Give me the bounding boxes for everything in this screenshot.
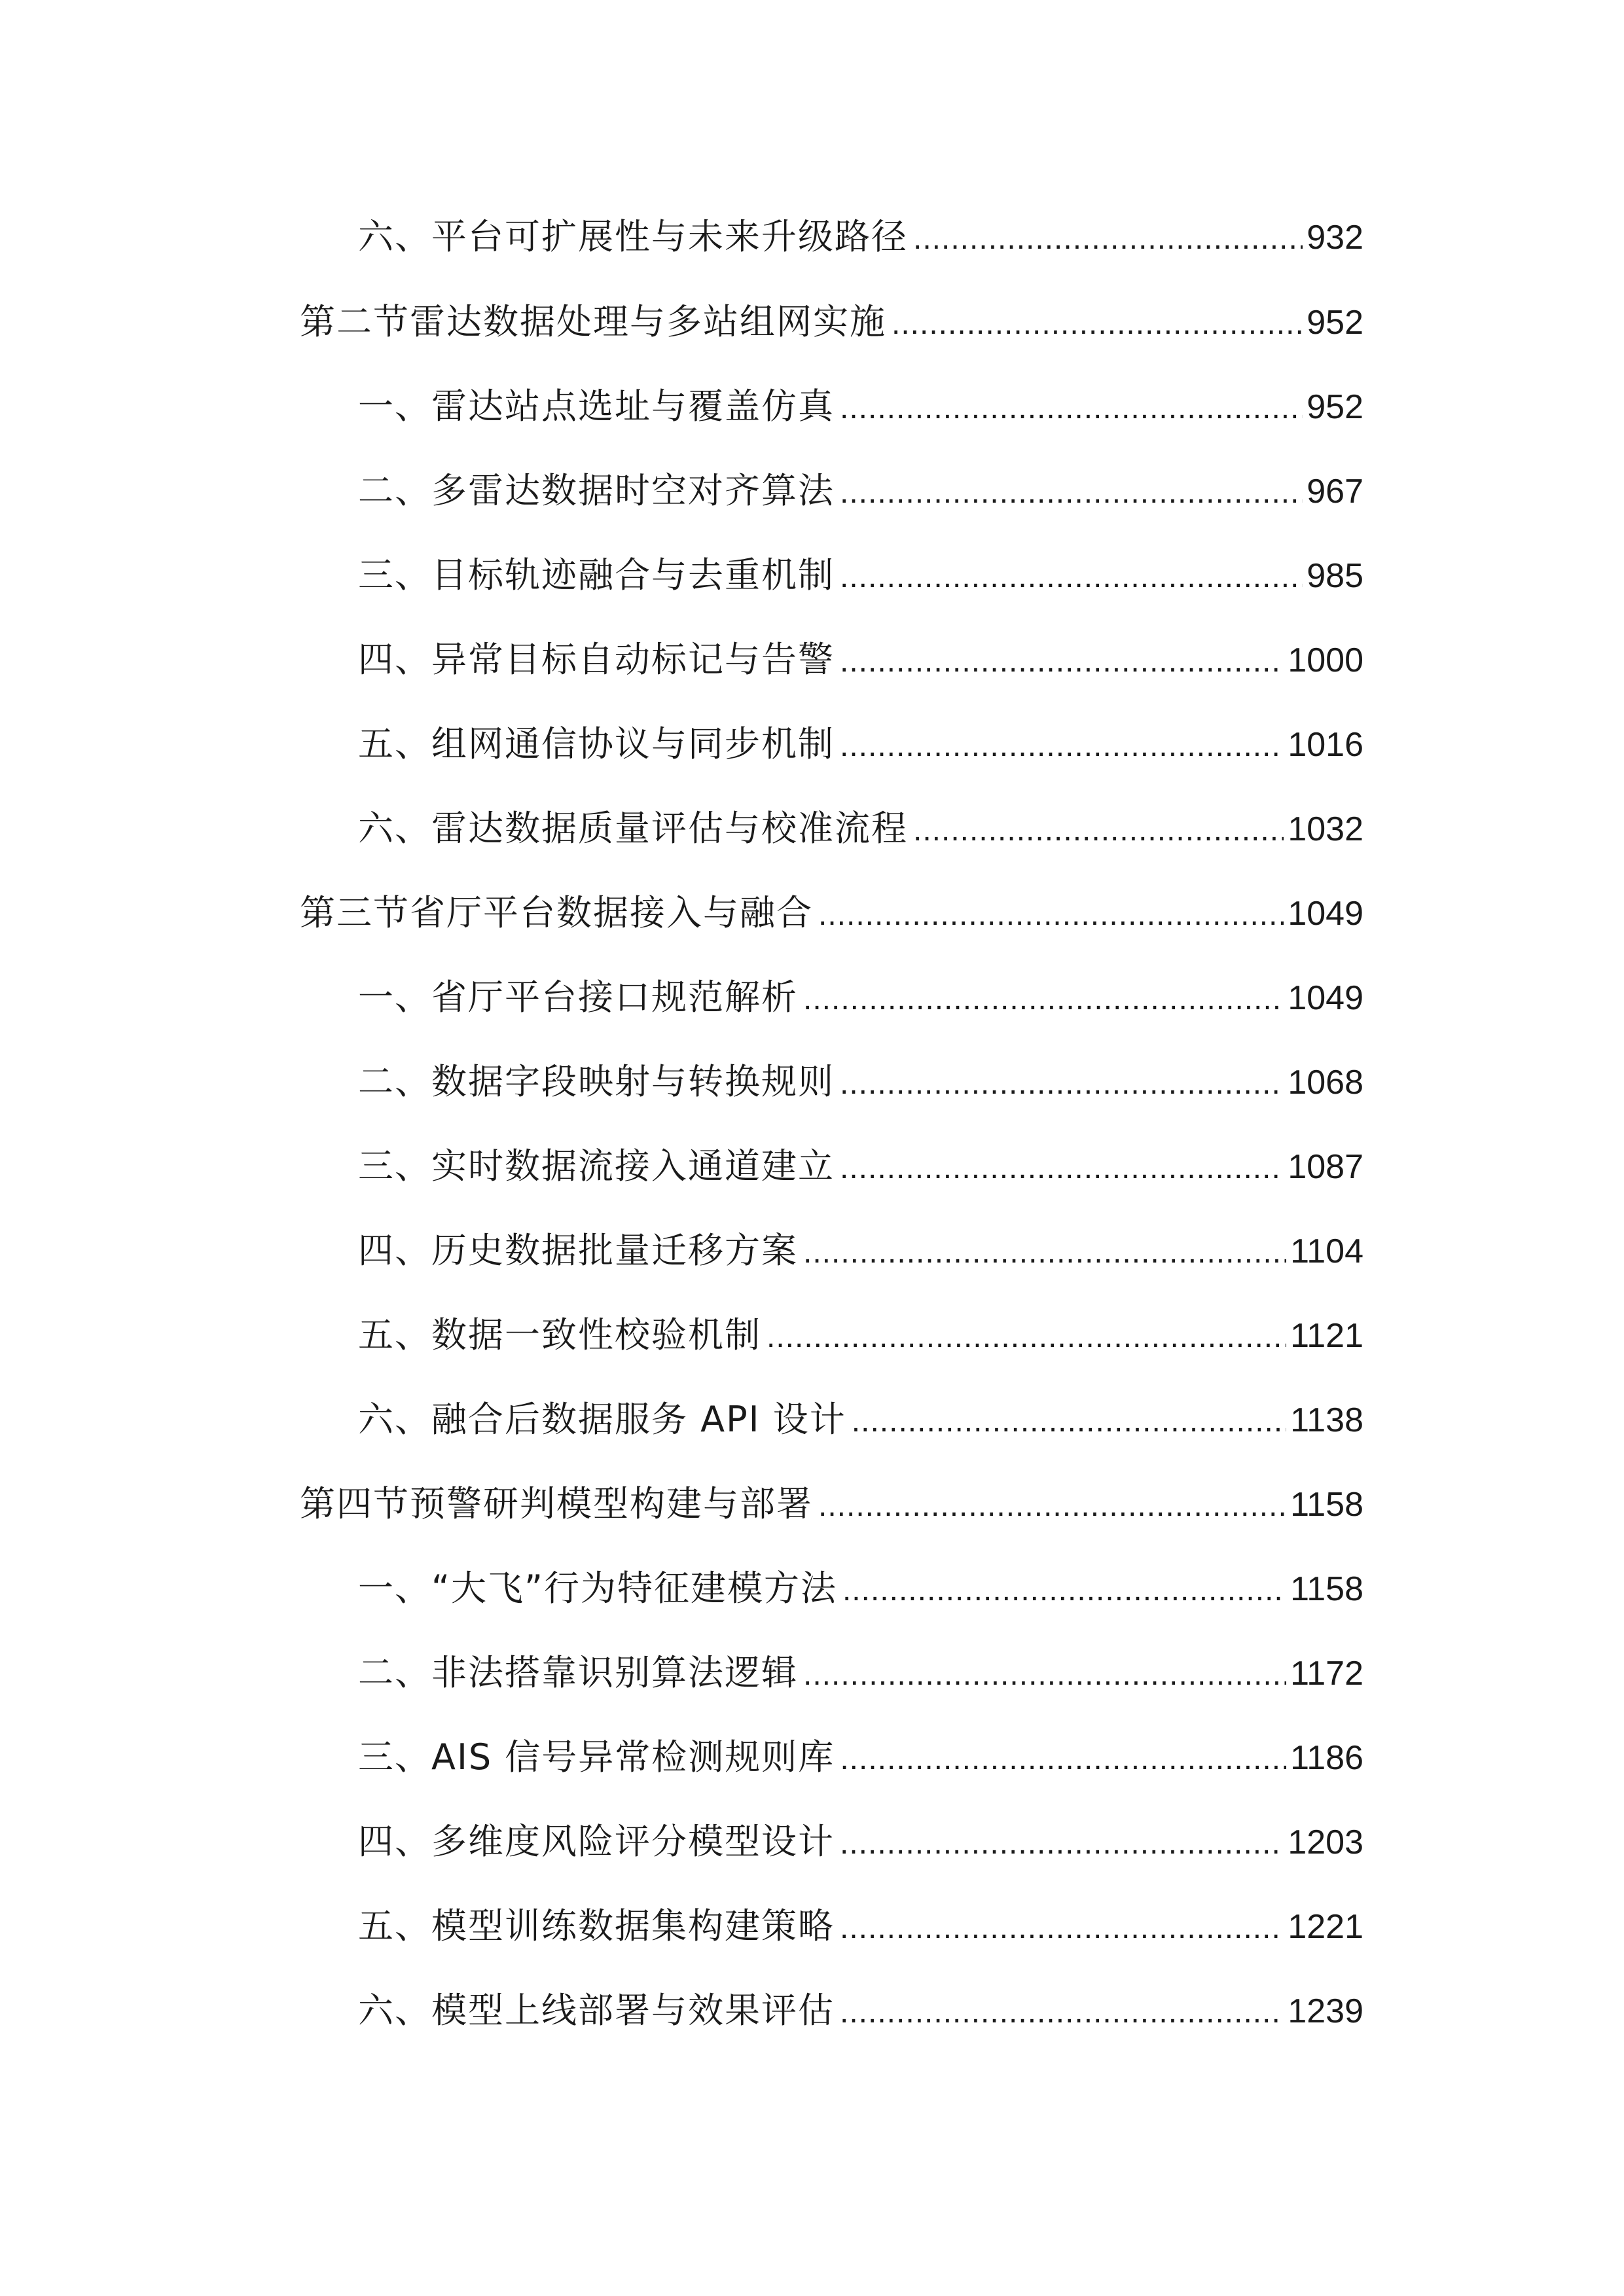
toc-page-number: 1203 (1288, 1823, 1363, 1861)
toc-entry[interactable] (358, 802, 1363, 855)
toc-section-entry[interactable] (300, 1478, 1363, 1530)
toc-page-number: 1049 (1288, 895, 1363, 933)
toc-entry-title: 五、组网通信协议与同步机制 (358, 723, 835, 764)
dot-leader (913, 213, 1303, 265)
toc-page-number: 1032 (1288, 810, 1363, 848)
toc-entry[interactable] (358, 1140, 1363, 1193)
dot-leader (803, 1649, 1286, 1701)
dot-leader (840, 382, 1303, 435)
toc-page-number: 1087 (1288, 1148, 1363, 1186)
dot-leader (892, 298, 1303, 350)
toc-page-number: 1104 (1290, 1232, 1363, 1270)
dot-leader (767, 1311, 1286, 1363)
dot-leader (803, 973, 1284, 1026)
toc-entry-title: 一、“大飞”行为特征建模方法 (358, 1568, 837, 1609)
dot-leader (803, 1227, 1286, 1279)
toc-page-number: 1158 (1290, 1486, 1363, 1524)
toc-entry[interactable] (358, 1225, 1363, 1277)
toc-entry[interactable] (358, 1731, 1363, 1784)
toc-entry[interactable] (358, 549, 1363, 601)
toc-page-number: 952 (1307, 388, 1363, 426)
toc-page-number: 1068 (1288, 1064, 1363, 1102)
dot-leader (818, 889, 1284, 941)
toc-page-number: 1049 (1288, 979, 1363, 1017)
toc-page-number: 967 (1307, 473, 1363, 511)
dot-leader (840, 551, 1303, 603)
toc-page-number: 1221 (1288, 1908, 1363, 1946)
dot-leader (840, 1818, 1284, 1870)
toc-page-number: 1016 (1288, 726, 1363, 764)
toc-entry[interactable] (358, 1984, 1363, 2037)
toc-page-number: 1172 (1290, 1655, 1363, 1693)
toc-entry[interactable] (358, 1816, 1363, 1868)
toc-entry-title: 二、非法搭靠识别算法逻辑 (358, 1652, 798, 1693)
toc-entry[interactable] (358, 1647, 1363, 1699)
toc-entry-title: 六、模型上线部署与效果评估 (358, 1990, 835, 2031)
dot-leader (818, 1480, 1286, 1532)
toc-entry[interactable] (358, 380, 1363, 433)
dot-leader (840, 1733, 1286, 1785)
toc-entry[interactable] (358, 1900, 1363, 1952)
toc-entry-title: 三、目标轨迹融合与去重机制 (358, 554, 835, 596)
toc-page-number: 932 (1307, 219, 1363, 257)
toc-entry[interactable] (358, 1562, 1363, 1615)
toc-page-number: 952 (1307, 304, 1363, 342)
toc-page-number: 1000 (1288, 641, 1363, 679)
dot-leader (840, 1986, 1284, 2039)
toc-entry[interactable] (358, 211, 1363, 263)
toc-page-number: 1158 (1290, 1570, 1363, 1608)
toc-entry-title: 六、融合后数据服务 API 设计 (358, 1399, 846, 1440)
toc-entry-title: 一、省厅平台接口规范解析 (358, 977, 798, 1018)
toc-page-number: 1239 (1288, 1992, 1363, 2030)
toc-entry-title: 四、异常目标自动标记与告警 (358, 639, 835, 680)
toc-entry-title: 第四节预警研判模型构建与部署 (300, 1483, 813, 1524)
toc-page-number: 985 (1307, 557, 1363, 595)
toc-section-entry[interactable] (300, 296, 1363, 348)
toc-entry[interactable] (358, 1309, 1363, 1361)
dot-leader (852, 1395, 1286, 1448)
toc-entry-title: 五、模型训练数据集构建策略 (358, 1905, 835, 1946)
toc-entry[interactable] (358, 1393, 1363, 1446)
toc-entry-title: 三、AIS 信号异常检测规则库 (358, 1736, 835, 1778)
toc-section-entry[interactable] (300, 887, 1363, 939)
toc-entry-title: 二、数据字段映射与转换规则 (358, 1061, 835, 1102)
dot-leader (840, 636, 1284, 688)
toc-entry-title: 二、多雷达数据时空对齐算法 (358, 470, 835, 511)
toc-entry-title: 四、多维度风险评分模型设计 (358, 1821, 835, 1862)
toc-entry-title: 第三节省厅平台数据接入与融合 (300, 892, 813, 933)
toc-entry-title: 三、实时数据流接入通道建立 (358, 1145, 835, 1187)
toc-entry[interactable] (358, 634, 1363, 686)
dot-leader (840, 1902, 1284, 1954)
toc-entry-title: 四、历史数据批量迁移方案 (358, 1230, 798, 1271)
toc-entry-title: 第二节雷达数据处理与多站组网实施 (300, 301, 886, 342)
toc-entry[interactable] (358, 465, 1363, 517)
toc-entry-title: 一、雷达站点选址与覆盖仿真 (358, 386, 835, 427)
toc-entry-title: 六、雷达数据质量评估与校准流程 (358, 808, 908, 849)
dot-leader (842, 1564, 1286, 1617)
dot-leader (840, 467, 1303, 519)
dot-leader (840, 720, 1284, 772)
toc-page-number: 1186 (1290, 1739, 1363, 1777)
dot-leader (913, 804, 1284, 857)
dot-leader (840, 1142, 1284, 1194)
toc-page-number: 1138 (1290, 1401, 1363, 1439)
toc-entry-title: 六、平台可扩展性与未来升级路径 (358, 216, 908, 257)
toc-entry-title: 五、数据一致性校验机制 (358, 1314, 761, 1355)
toc-page-number: 1121 (1290, 1317, 1363, 1355)
toc-entry[interactable] (358, 718, 1363, 770)
toc-entry[interactable] (358, 1056, 1363, 1108)
toc-entry[interactable] (358, 971, 1363, 1024)
dot-leader (840, 1058, 1284, 1110)
